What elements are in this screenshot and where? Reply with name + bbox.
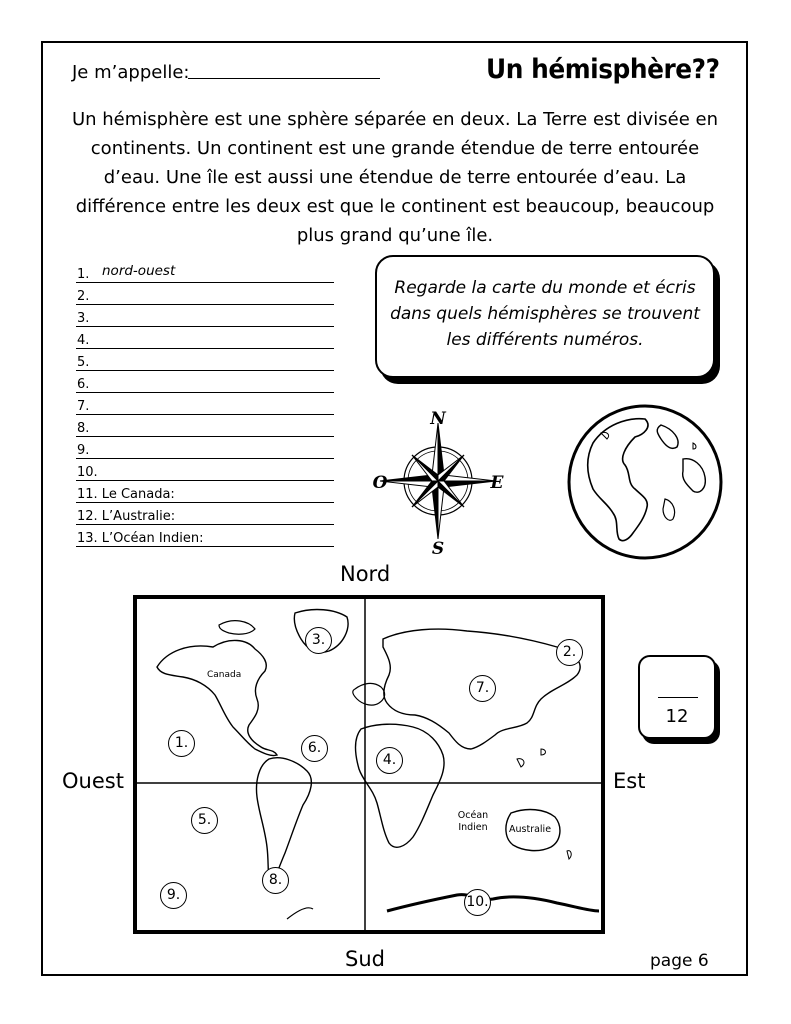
map-marker-9: 9. — [160, 882, 187, 909]
instruction-box — [375, 255, 715, 378]
compass-rose-icon — [372, 405, 512, 557]
map-marker-1: 1. — [168, 730, 195, 757]
map-marker-8: 8. — [262, 867, 289, 894]
world-map-drawing — [137, 599, 601, 930]
answer-row-4[interactable] — [76, 327, 334, 349]
west-label: Ouest — [62, 769, 124, 793]
canada-label: Canada — [207, 670, 242, 680]
answer-list — [76, 262, 334, 547]
answer-row-13[interactable] — [76, 525, 334, 547]
answer-number: 13. L’Océan Indien: — [77, 531, 204, 546]
east-label: Est — [613, 769, 646, 793]
page-number: page 6 — [650, 951, 709, 971]
answer-number: 5. — [77, 355, 90, 370]
map-marker-4: 4. — [376, 747, 403, 774]
intro-paragraph: Un hémisphère est une sphère séparée en deux. La Terre est divisée en continents. Un continent est une grande étendue de terre entourée d’eau. Une île est aussi une étendue de terre entourée d’eau. La différence entre les deux est que le continent est beaucoup, beaucoup plus grand qu’une île. — [71, 109, 719, 246]
answer-number: 2. — [77, 289, 90, 304]
answer-row-9[interactable] — [76, 437, 334, 459]
north-label: Nord — [340, 562, 391, 586]
south-label: Sud — [345, 947, 385, 971]
australia-label: Australie — [509, 824, 552, 835]
answer-number: 7. — [77, 399, 90, 414]
answer-number: 3. — [77, 311, 90, 326]
answer-row-7[interactable] — [76, 393, 334, 415]
answer-number: 8. — [77, 421, 90, 436]
answer-row-12[interactable] — [76, 503, 334, 525]
answer-number: 11. Le Canada: — [77, 487, 175, 502]
answer-row-8[interactable] — [76, 415, 334, 437]
answer-number: 10. — [77, 465, 98, 480]
compass-s: S — [431, 539, 445, 557]
map-marker-5: 5. — [191, 807, 218, 834]
indian-ocean-label: Océan Indien — [457, 810, 489, 833]
answer-row-1[interactable] — [76, 262, 334, 283]
map-marker-3: 3. — [305, 627, 332, 654]
answer-row-2[interactable] — [76, 283, 334, 305]
map-marker-2: 2. — [556, 639, 583, 666]
answer-number: 9. — [77, 443, 90, 458]
answer-number: 4. — [77, 333, 90, 348]
map-marker-6: 6. — [301, 735, 328, 762]
answer-row-5[interactable] — [76, 349, 334, 371]
name-label: Je m’appelle: — [72, 62, 190, 83]
globe-icon — [565, 403, 727, 563]
score-input-line[interactable] — [658, 697, 698, 698]
world-map — [133, 595, 605, 934]
answer-row-6[interactable] — [76, 371, 334, 393]
score-box — [638, 655, 716, 739]
instruction-text: Regarde la carte du monde et écris dans quels hémisphères se trouvent les différents numéros. — [390, 278, 700, 350]
score-total: 12 — [665, 706, 689, 727]
page-title: Un hémisphère?? — [486, 54, 720, 85]
answer-number: 1. — [77, 267, 90, 282]
map-marker-10: 10. — [464, 889, 491, 916]
compass-o: O — [372, 473, 388, 493]
answer-number: 12. L’Australie: — [77, 509, 176, 524]
answer-number: 6. — [77, 377, 90, 392]
compass-n: N — [430, 409, 446, 429]
name-input-line[interactable] — [188, 78, 380, 79]
map-marker-7: 7. — [469, 675, 496, 702]
compass-e: E — [490, 473, 504, 493]
answer-handwritten: nord-ouest — [102, 263, 176, 279]
answer-row-11[interactable] — [76, 481, 334, 503]
answer-row-10[interactable] — [76, 459, 334, 481]
answer-row-3[interactable] — [76, 305, 334, 327]
